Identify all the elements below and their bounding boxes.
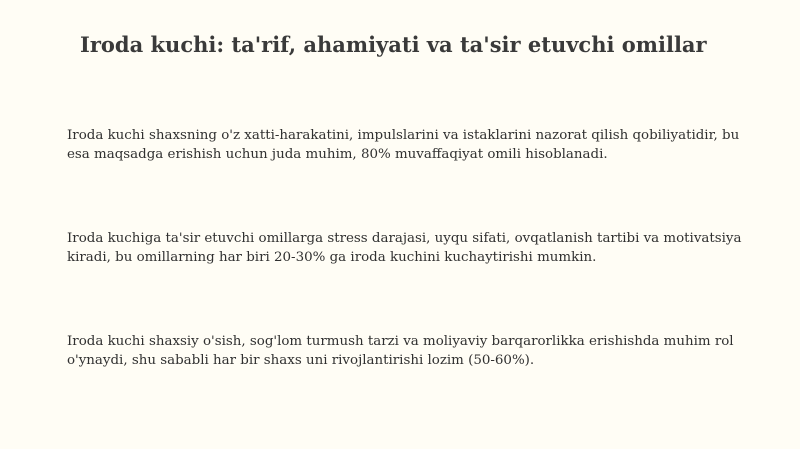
slide-title: Iroda kuchi: ta'rif, ahamiyati va ta'sir etuvchi omillar (80, 32, 707, 57)
paragraph-importance: Iroda kuchi shaxsiy o'sish, sog'lom turmush tarzi va moliyaviy barqarorlikka erishishda muhim rol o'ynaydi, shu sababli har bir shaxs uni rivojlantirishi lozim (50-60%). (67, 334, 734, 368)
paragraph-definition: Iroda kuchi shaxsning o'z xatti-harakatini, impulslarini va istaklarini nazorat qilish qobiliyatidir, bu esa maqsadga erishish uchun juda muhim, 80% muvaffaqiyat omili hisoblanadi. (67, 128, 740, 162)
paragraph-factors: Iroda kuchiga ta'sir etuvchi omillarga stress darajasi, uyqu sifati, ovqatlanish tartibi va motivatsiya kiradi, bu omillarning har biri 20-30% ga iroda kuchini kuchaytirishi mumkin. (67, 231, 742, 265)
